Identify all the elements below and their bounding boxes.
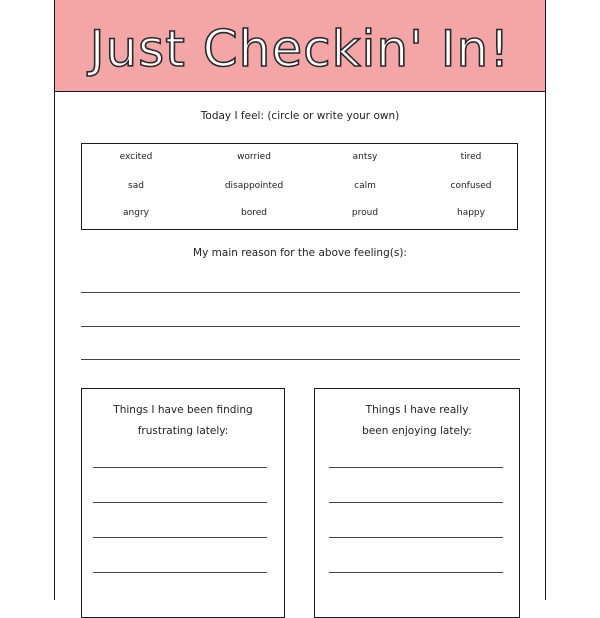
enjoying-write-line[interactable] [329,467,503,468]
enjoying-box-title-line1: Things I have really [365,404,469,416]
enjoying-box [314,388,520,618]
reason-write-line[interactable] [81,326,520,327]
enjoying-write-line[interactable] [329,572,503,573]
frustrating-box-title-line2: frustrating lately: [137,425,229,437]
title-banner [55,0,545,92]
frustrating-write-line[interactable] [93,537,267,538]
feeling-option[interactable]: angry [123,208,149,218]
reason-prompt: My main reason for the above feeling(s): [193,247,407,259]
feeling-option[interactable]: happy [457,208,485,218]
feeling-option[interactable]: disappointed [224,181,284,191]
feeling-option[interactable]: tired [460,152,482,162]
frustrating-write-line[interactable] [93,467,267,468]
feeling-option[interactable]: excited [119,152,153,162]
feel-prompt: Today I feel: (circle or write your own) [200,110,400,122]
enjoying-write-line[interactable] [329,537,503,538]
worksheet-page [54,0,546,600]
feeling-option[interactable]: antsy [352,152,378,162]
feeling-option[interactable]: proud [351,208,379,218]
feeling-option[interactable]: worried [237,152,271,162]
reason-write-line[interactable] [81,292,520,293]
frustrating-write-line[interactable] [93,502,267,503]
feeling-option[interactable]: sad [128,181,144,191]
worksheet-title: Just Checkin' In! [89,20,511,78]
frustrating-write-line[interactable] [93,572,267,573]
title-svg [55,0,545,92]
frustrating-box-title-line1: Things I have been finding [113,404,253,416]
feeling-option[interactable]: calm [354,181,376,191]
reason-write-line[interactable] [81,359,520,360]
feeling-option[interactable]: bored [241,208,267,218]
feeling-option[interactable]: confused [450,181,492,191]
enjoying-box-title-line2: been enjoying lately: [362,425,472,437]
feelings-box [81,143,518,230]
enjoying-write-line[interactable] [329,502,503,503]
frustrating-box [81,388,285,618]
